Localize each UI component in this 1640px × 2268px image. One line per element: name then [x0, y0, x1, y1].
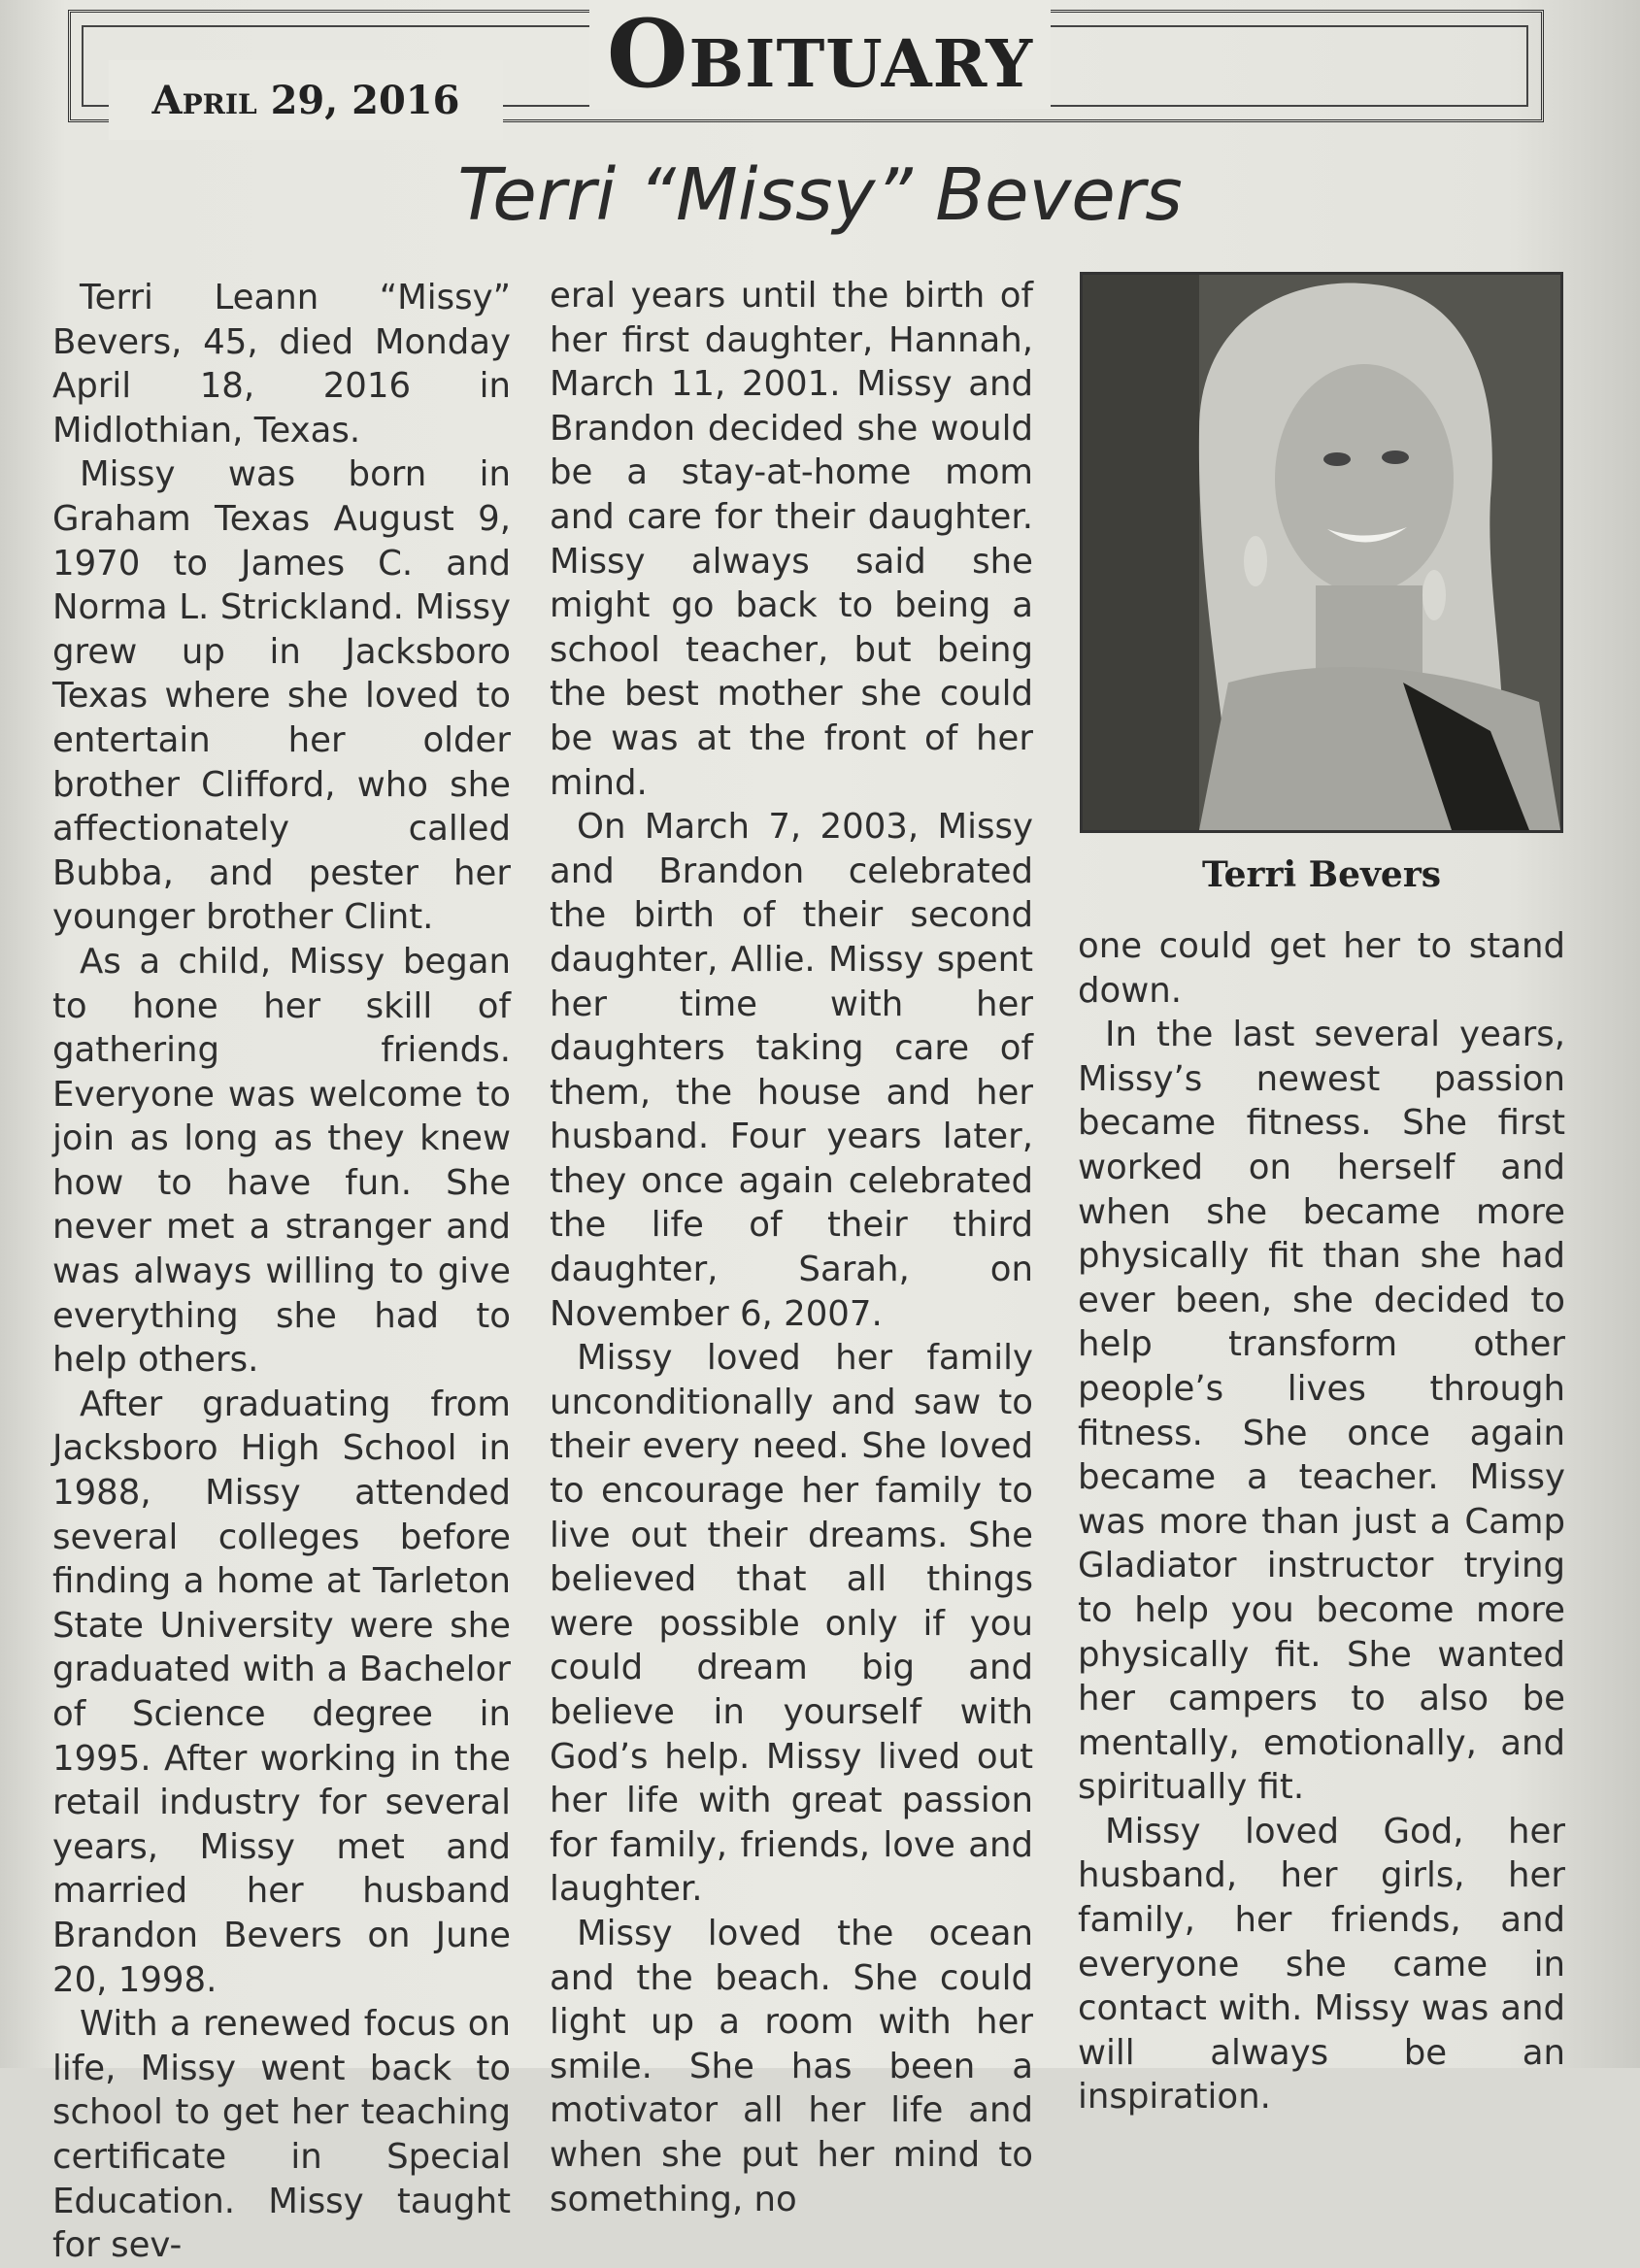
paragraph: With a renewed focus on life, Missy went back to school to get her teaching certificate in Special Education. Missy taught for sev-	[52, 2004, 511, 2266]
text-column-3	[1078, 924, 1565, 2119]
paragraph: Missy loved God, her husband, her girls, her family, her friends, and everyone she came in contact with. Missy was and will always be an inspiration.	[1078, 1811, 1565, 2118]
photo-caption: Terri Bevers	[1201, 854, 1442, 895]
paragraph: After graduating from Jacksboro High School in 1988, Missy attended several colleges before finding a home at Tarleton State University were she graduated with a Bachelor of Science degree in 1995. After working in the retail industry for several years, Missy met and married her husband Brandon Bevers on June 20, 1998.	[52, 1384, 511, 2000]
masthead-text: Obituary	[589, 0, 1051, 109]
obituary-headline: Terri “Missy” Bevers	[457, 153, 1183, 237]
paragraph: eral years until the birth of her first daughter, Hannah, March 11, 2001. Missy and Brandon decided she would be a stay-at-home mom and care for their daughter. Missy always said she might go back to being a school teacher, but being the best mother she could be was at the front of her mind.	[550, 276, 1033, 803]
paragraph: As a child, Missy began to hone her skill of gathering friends. Everyone was welcome to join as long as they knew how to have fun. She never met a stranger and was always willing to give everything she had to help others.	[52, 941, 511, 1381]
portrait-photo	[1080, 272, 1563, 833]
paragraph: Missy was born in Graham Texas August 9, 1970 to James C. and Norma L. Strickland. Missy grew up in Jacksboro Texas where she loved to entertain her older brother Clifford, who she affectionately called Bubba, and pester her younger brother Clint.	[52, 454, 511, 938]
text-column-2	[550, 274, 1033, 2221]
text-column-1	[52, 276, 511, 2268]
paragraph: On March 7, 2003, Missy and Brandon celebrated the birth of their second daughter, Allie. Missy spent her time with her daughters taking care of them, the house and her husband. Four years later, they once again celebrated the life of their third daughter, Sarah, on November 6, 2007.	[550, 807, 1033, 1334]
paragraph: Missy loved the ocean and the beach. She could light up a room with her smile. She has been a motivator all her life and when she put her mind to something, no	[550, 1913, 1033, 2219]
portrait-illustration	[1083, 275, 1560, 830]
publication-date: April 29, 2016	[109, 60, 503, 140]
paragraph: Terri Leann “Missy” Bevers, 45, died Monday April 18, 2016 in Midlothian, Texas.	[52, 278, 511, 450]
paragraph: one could get her to stand down.	[1078, 926, 1565, 1011]
paragraph: In the last several years, Missy’s newest passion became fitness. She first worked on herself and when she became more physically fit than she had ever been, she decided to help transform other people’s lives through fitness. She once again became a teacher. Missy was more than just a Camp Gladiator instructor trying to help you become more physically fit. She wanted her campers to also be mentally, emotionally, and spiritually fit.	[1078, 1015, 1565, 1808]
paragraph: Missy loved her family unconditionally and saw to their every need. She loved to encourage her family to live out their dreams. She believed that all things were possible only if you could dream big and believe in yourself with God’s help. Missy lived out her life with great passion for family, friends, love and laughter.	[550, 1338, 1033, 1910]
